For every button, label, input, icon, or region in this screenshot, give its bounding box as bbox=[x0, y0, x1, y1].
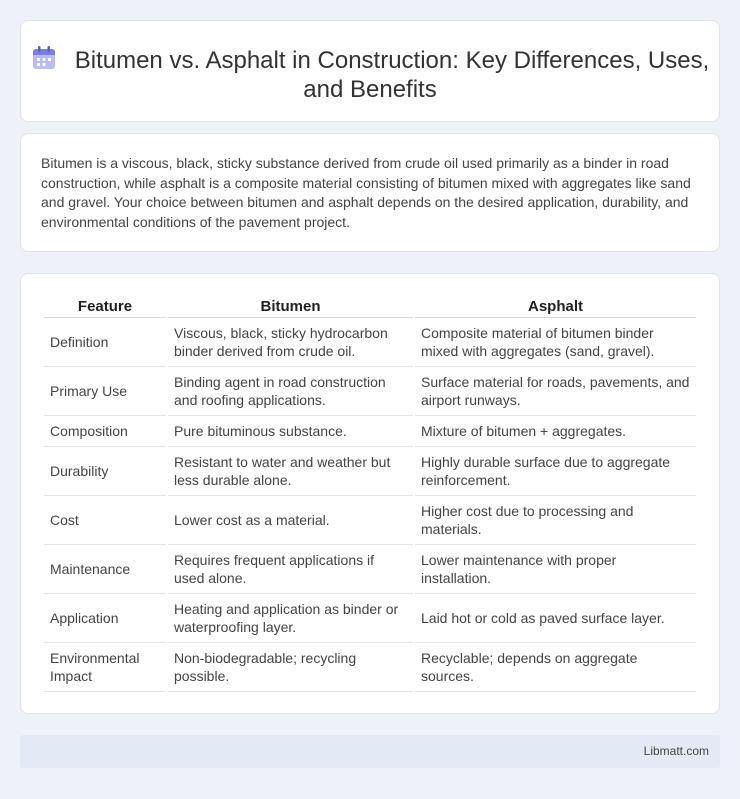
feature-cell: Composition bbox=[44, 416, 166, 447]
bitumen-cell: Requires frequent applications if used alone. bbox=[168, 545, 413, 594]
asphalt-cell: Lower maintenance with proper installation. bbox=[415, 545, 696, 594]
page-title: Bitumen vs. Asphalt in Construction: Key Differences, Uses, and Benefits bbox=[74, 47, 710, 103]
footer-bar bbox=[20, 735, 720, 768]
table-row bbox=[44, 545, 696, 594]
asphalt-cell: Composite material of bitumen binder mixed with aggregates (sand, gravel). bbox=[415, 318, 696, 367]
bitumen-cell: Non-biodegradable; recycling possible. bbox=[168, 643, 413, 692]
header-feature: Feature bbox=[44, 296, 166, 318]
asphalt-cell: Highly durable surface due to aggregate reinforcement. bbox=[415, 447, 696, 496]
calendar-icon bbox=[31, 45, 57, 71]
table-row bbox=[44, 318, 696, 367]
asphalt-cell: Mixture of bitumen + aggregates. bbox=[415, 416, 696, 447]
feature-cell: Definition bbox=[44, 318, 166, 367]
table-row bbox=[44, 447, 696, 496]
table-row bbox=[44, 367, 696, 416]
footer-brand[interactable]: Libmatt.com bbox=[643, 744, 709, 758]
feature-cell: Durability bbox=[44, 447, 166, 496]
intro-paragraph: Bitumen is a viscous, black, sticky substance derived from crude oil used primarily as a binder in road construction, while asphalt is a composite material consisting of bitumen mixed with aggregates like sand and gravel. Your choice between bitumen and asphalt depends on the desired application, durability, and environmental conditions of the pavement project. bbox=[41, 155, 691, 230]
header-bitumen: Bitumen bbox=[168, 296, 413, 318]
bitumen-cell: Binding agent in road construction and roofing applications. bbox=[168, 367, 413, 416]
asphalt-cell: Laid hot or cold as paved surface layer. bbox=[415, 594, 696, 643]
bitumen-cell: Pure bituminous substance. bbox=[168, 416, 413, 447]
asphalt-cell: Surface material for roads, pavements, and airport runways. bbox=[415, 367, 696, 416]
page-title-wrap bbox=[21, 45, 719, 104]
header-asphalt: Asphalt bbox=[415, 296, 696, 318]
bitumen-cell: Heating and application as binder or waterproofing layer. bbox=[168, 594, 413, 643]
asphalt-cell: Recyclable; depends on aggregate sources. bbox=[415, 643, 696, 692]
feature-cell: Primary Use bbox=[44, 367, 166, 416]
table-row bbox=[44, 496, 696, 545]
comparison-card bbox=[20, 273, 720, 714]
table-row bbox=[44, 416, 696, 447]
bitumen-cell: Viscous, black, sticky hydrocarbon binder derived from crude oil. bbox=[168, 318, 413, 367]
feature-cell: Cost bbox=[44, 496, 166, 545]
title-card bbox=[20, 20, 720, 122]
intro-card bbox=[20, 133, 720, 252]
feature-cell: Maintenance bbox=[44, 545, 166, 594]
comparison-table bbox=[42, 296, 698, 692]
table-header-row bbox=[44, 296, 696, 318]
bitumen-cell: Resistant to water and weather but less durable alone. bbox=[168, 447, 413, 496]
feature-cell: Environmental Impact bbox=[44, 643, 166, 692]
feature-cell: Application bbox=[44, 594, 166, 643]
asphalt-cell: Higher cost due to processing and materials. bbox=[415, 496, 696, 545]
table-row bbox=[44, 643, 696, 692]
table-row bbox=[44, 594, 696, 643]
bitumen-cell: Lower cost as a material. bbox=[168, 496, 413, 545]
